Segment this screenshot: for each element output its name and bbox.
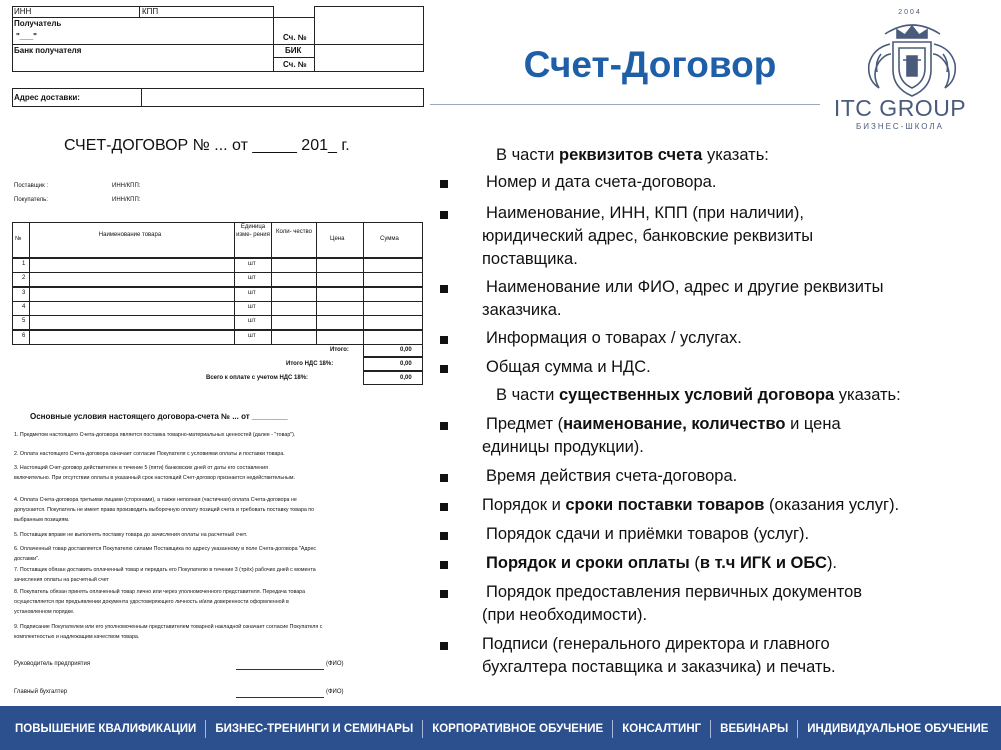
bullet-icon (440, 590, 448, 598)
kpp-label: КПП (142, 7, 159, 16)
accountant-label: Главный бухгалтер (14, 689, 68, 695)
total-label: Итого: (330, 347, 349, 353)
item-delivery: Порядок и сроки поставки товаров (оказания услуг). (482, 496, 900, 514)
condition-line: 1. Предметом настоящего Счета-договора является поставка товарно-материальных ценностей (далее - "товар"). (14, 432, 296, 438)
bik-label: БИК (285, 46, 302, 55)
bullet-icon (440, 422, 448, 430)
item-supplier-line3: поставщика. (482, 250, 578, 268)
row-unit: шт (248, 275, 256, 282)
item-signatures-line2: бухгалтера поставщика и заказчика) и печать. (482, 658, 836, 676)
logo-year: 2004 (898, 9, 922, 16)
item-number-date: Номер и дата счета-договора. (486, 173, 717, 191)
item-validity: Время действия счета-договора. (486, 467, 738, 485)
logo-name: ITC GROUP (833, 95, 967, 121)
conditions-title: Основные условия настоящего договора-счета № ... от ________ (30, 412, 288, 421)
row-unit: шт (248, 332, 256, 339)
condition-line: комплектностью и надлежащим качеством товара. (14, 634, 140, 640)
item-supplier-line1: Наименование, ИНН, КПП (при наличии), (486, 204, 804, 222)
bullet-icon (440, 642, 448, 650)
account1-label: Сч. № (283, 33, 307, 42)
inn-label: ИНН (14, 7, 32, 16)
item-subject-line2: единицы продукции). (482, 438, 644, 456)
condition-line: доставки". (14, 556, 40, 562)
section1-intro: В части реквизитов счета указать: (496, 146, 769, 164)
item-signatures-line1: Подписи (генерального директора и главного (482, 635, 830, 653)
address-value-cell (141, 88, 424, 107)
item-payment: Порядок и сроки оплаты (в т.ч ИГК и ОБС). (486, 554, 838, 572)
condition-line: 6. Оплаченный товар доставляется Покупателю силами Поставщика по адресу указанному в поле Счета-договора "Адрес (14, 546, 317, 552)
buyer-inn-kpp: ИНН/КПП: (112, 197, 141, 203)
footer-link-individual[interactable]: ИНДИВИДУАЛЬНОЕ ОБУЧЕНИЕ (807, 723, 989, 735)
col-header-sum: Сумма (380, 236, 399, 242)
condition-line: установленном порядке. (14, 609, 75, 615)
item-documents-line2: (при необходимости). (482, 606, 648, 624)
bullet-icon (440, 336, 448, 344)
footer-bar (0, 706, 1001, 750)
row-unit: шт (248, 303, 256, 310)
total-value: 0,00 (400, 347, 412, 353)
col-header-quantity: Коли- чество (276, 229, 312, 235)
footer-link-qualification[interactable]: ПОВЫШЕНИЕ КВАЛИФИКАЦИИ (15, 723, 197, 735)
bullet-icon (440, 211, 448, 219)
item-subject-line1: Предмет (наименование, количество и цена (486, 415, 841, 433)
item-customer-line2: заказчика. (482, 301, 562, 319)
footer-link-corporate[interactable]: КОРПОРАТИВНОЕ ОБУЧЕНИЕ (432, 723, 604, 735)
condition-line: 8. Покупатель обязан принять оплаченный товар лично или через уполномоченного представителя. Передача товара (14, 589, 306, 595)
condition-line: 9. Подписание Покупателем или его уполномоченным представителем товарной накладной означает согласие Покупателя с (14, 624, 323, 630)
bullet-icon (440, 365, 448, 373)
condition-line: осуществляется при предъявлении документа удостоверяющего личность и/или доверенности оформленной в (14, 599, 289, 605)
account2-label: Сч. № (283, 60, 307, 69)
head-label: Руководитель предприятия (14, 661, 91, 667)
col-header-number: № (15, 236, 22, 242)
vat-value: 0,00 (400, 361, 412, 367)
condition-line: 7. Поставщик обязан доставить оплаченный товар и передать его Покупателю в течение 3 (трёх) рабочих дней с момента (14, 567, 316, 573)
document-heading: СЧЕТ-ДОГОВОР № ... от _____ 201_ г. (64, 137, 350, 154)
condition-line: зачисления оплаты на расчетный счет (14, 577, 109, 583)
condition-line: 3. Настоящий Счет-договор действителен в течение 5 (пяти) банковских дней от даты его составления (14, 465, 268, 471)
account1-value-cell (314, 6, 424, 45)
footer-link-webinars[interactable]: ВЕБИНАРЫ (720, 723, 789, 735)
address-label: Адрес доставки: (14, 93, 80, 102)
footer-link-consulting[interactable]: КОНСАЛТИНГ (622, 723, 702, 735)
condition-line: 4. Оплата Счета-договора третьими лицами (сторонами), а также неполная (частичная) оплата Счета-договора не (14, 497, 297, 503)
row-unit: шт (248, 289, 256, 296)
title-divider (430, 104, 820, 105)
grand-total-value: 0,00 (400, 375, 412, 381)
grand-total-label: Всего к оплате с учетом НДС 18%: (206, 375, 309, 381)
slide-title: Счет-Договор (523, 44, 777, 85)
vat-label: Итого НДС 18%: (286, 361, 334, 367)
bullet-icon (440, 285, 448, 293)
bank-label: Банк получателя (14, 46, 82, 55)
row-number: 4 (22, 303, 26, 310)
condition-line: 2. Оплата настоящего Счета-договора означает согласие Покупателя с условиями оплаты и поставки товара. (14, 451, 285, 457)
item-acceptance: Порядок сдачи и приёмки товаров (услуг). (486, 525, 810, 543)
accountant-signature-line (236, 697, 324, 698)
bullet-icon (440, 503, 448, 511)
row-unit: шт (248, 318, 256, 325)
supplier-label: Поставщик : (14, 183, 49, 189)
condition-line: включительно. При отсутствии оплаты в указанный срок настоящий Счет-договор признается недействительным. (14, 475, 295, 481)
grand-total-cell (363, 371, 423, 385)
item-documents-line1: Порядок предоставления первичных документов (486, 583, 863, 601)
condition-line: выбранным позициям. (14, 517, 70, 523)
condition-line: допускается. Покупатель не имеет права производить выборочную оплату позиций счета и требовать поставку товара по (14, 507, 315, 513)
supplier-inn-kpp: ИНН/КПП: (112, 183, 141, 189)
item-supplier-line2: юридический адрес, банковские реквизиты (482, 227, 814, 245)
bullet-icon (440, 474, 448, 482)
row-unit: шт (248, 261, 256, 267)
condition-line: 5. Поставщик вправе не выполнять поставку товара до зачисления оплаты на расчетный счет. (14, 532, 248, 538)
invoice-document-image (0, 0, 428, 706)
row-number: 1 (22, 261, 26, 267)
row-number: 2 (22, 275, 26, 282)
accountant-fio: (ФИО) (326, 689, 344, 695)
head-signature-line (236, 669, 324, 670)
vat-cell (363, 357, 423, 371)
col-header-name: Наименование товара (98, 232, 162, 238)
recipient-blank: "___" (16, 32, 37, 41)
footer-link-trainings[interactable]: БИЗНЕС-ТРЕНИНГИ И СЕМИНАРЫ (215, 723, 414, 735)
section2-intro: В части существенных условий договора указать: (496, 386, 901, 404)
logo-subtitle: БИЗНЕС-ШКОЛА (855, 122, 944, 131)
col-header-unit: Единица изме- рения (236, 224, 270, 238)
bullet-icon (440, 561, 448, 569)
bullet-icon (440, 180, 448, 188)
recipient-label: Получатель (14, 19, 62, 28)
item-customer-line1: Наименование или ФИО, адрес и другие реквизиты (486, 278, 884, 296)
col-header-price: Цена (330, 236, 345, 242)
bank-value-cell (314, 44, 424, 72)
head-fio: (ФИО) (326, 661, 344, 667)
bullet-icon (440, 532, 448, 540)
item-total-vat: Общая сумма и НДС. (486, 358, 651, 376)
row-number: 3 (22, 289, 26, 296)
buyer-label: Покупатель: (14, 197, 48, 203)
row-number: 6 (22, 332, 26, 339)
item-goods-info: Информация о товарах / услугах. (486, 329, 742, 347)
row-number: 5 (22, 318, 26, 325)
total-cell (363, 344, 423, 357)
